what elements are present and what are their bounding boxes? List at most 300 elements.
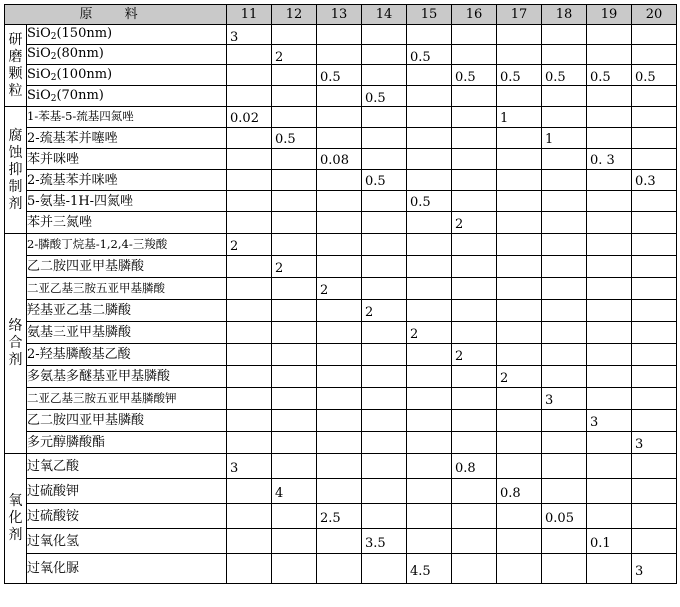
value-cell-col-11	[227, 234, 272, 256]
value-cell-col-11	[227, 65, 272, 86]
value-cell-col-11	[227, 25, 272, 45]
value-cell-col-17	[497, 300, 542, 322]
table-row	[5, 191, 677, 212]
material-name: 羟基亚乙基二膦酸	[27, 300, 227, 322]
value-cell-col-13	[317, 504, 362, 529]
value-cell-col-17	[497, 65, 542, 86]
cell-value: 4.5	[410, 563, 431, 579]
value-cell-col-19	[587, 454, 632, 479]
value-cell-col-20	[632, 300, 677, 322]
cell-value: 2	[230, 239, 239, 254]
cell-value: 2	[410, 327, 419, 342]
material-name: 二亚乙基三胺五亚甲基膦酸钾	[27, 388, 227, 410]
value-cell-col-16	[452, 170, 497, 191]
material-name	[27, 86, 227, 107]
material-name: 过硫酸钾	[27, 479, 227, 504]
value-cell-col-17	[497, 149, 542, 170]
value-cell-col-15	[407, 388, 452, 410]
value-cell-col-18	[542, 149, 587, 170]
material-name-suffix: (70nm)	[56, 87, 104, 103]
table-row	[5, 234, 677, 256]
value-cell-col-13	[317, 191, 362, 212]
value-cell-col-11	[227, 107, 272, 128]
value-cell-col-16	[452, 504, 497, 529]
category-corrosion-inhibitor	[5, 107, 27, 234]
cell-value: 2	[455, 217, 464, 232]
value-cell-col-17	[497, 410, 542, 432]
value-cell-col-15	[407, 45, 452, 65]
value-cell-col-14	[362, 322, 407, 344]
value-cell-col-15	[407, 65, 452, 86]
material-name: 多氨基多醚基亚甲基膦酸	[27, 366, 227, 388]
value-cell-col-13	[317, 479, 362, 504]
value-cell-col-15	[407, 170, 452, 191]
value-cell-col-12	[272, 300, 317, 322]
value-cell-col-18	[542, 278, 587, 300]
value-cell-col-18	[542, 212, 587, 234]
table-row	[5, 300, 677, 322]
value-cell-col-19	[587, 45, 632, 65]
value-cell-col-11	[227, 300, 272, 322]
value-cell-col-19	[587, 504, 632, 529]
category-label: 络合剂	[8, 318, 23, 368]
value-cell-col-20	[632, 344, 677, 366]
value-cell-col-14	[362, 432, 407, 454]
value-cell-col-11	[227, 432, 272, 454]
value-cell-col-16	[452, 388, 497, 410]
value-cell-col-15	[407, 344, 452, 366]
material-name	[27, 65, 227, 86]
cell-value: 0.05	[545, 511, 574, 527]
value-cell-col-19	[587, 554, 632, 584]
value-cell-col-19	[587, 410, 632, 432]
value-cell-col-14	[362, 554, 407, 584]
value-cell-col-13	[317, 234, 362, 256]
cell-value: 0.8	[455, 461, 476, 477]
value-cell-col-20	[632, 170, 677, 191]
value-cell-col-14	[362, 366, 407, 388]
category-label: 腐蚀抑制剂	[8, 127, 23, 212]
value-cell-col-17	[497, 234, 542, 256]
header-col-16: 16	[452, 5, 497, 25]
header-col-13: 13	[317, 5, 362, 25]
value-cell-col-15	[407, 322, 452, 344]
value-cell-col-14	[362, 278, 407, 300]
value-cell-col-12	[272, 86, 317, 107]
value-cell-col-12	[272, 554, 317, 584]
value-cell-col-13	[317, 529, 362, 554]
value-cell-col-11	[227, 149, 272, 170]
cell-value: 0.5	[635, 70, 656, 86]
value-cell-col-17	[497, 388, 542, 410]
category-label: 研磨颗粒	[8, 31, 23, 99]
value-cell-col-20	[632, 410, 677, 432]
material-name: 多元醇膦酸酯	[27, 432, 227, 454]
value-cell-col-12	[272, 410, 317, 432]
value-cell-col-20	[632, 504, 677, 529]
value-cell-col-14	[362, 256, 407, 278]
value-cell-col-11	[227, 504, 272, 529]
value-cell-col-19	[587, 170, 632, 191]
value-cell-col-12	[272, 212, 317, 234]
value-cell-col-14	[362, 86, 407, 107]
value-cell-col-16	[452, 554, 497, 584]
cell-value: 0.5	[320, 70, 341, 86]
value-cell-col-16	[452, 410, 497, 432]
material-name-subscript: 2	[50, 72, 57, 83]
value-cell-col-13	[317, 554, 362, 584]
value-cell-col-17	[497, 25, 542, 45]
value-cell-col-14	[362, 170, 407, 191]
header-raw-material: 原 料	[5, 5, 227, 25]
table-row	[5, 212, 677, 234]
cell-value: 3	[635, 437, 644, 452]
table-row	[5, 45, 677, 65]
value-cell-col-15	[407, 278, 452, 300]
cell-value: 0.5	[365, 174, 386, 189]
material-name: 乙二胺四亚甲基膦酸	[27, 410, 227, 432]
value-cell-col-14	[362, 388, 407, 410]
cell-value: 2	[500, 371, 509, 386]
value-cell-col-16	[452, 256, 497, 278]
value-cell-col-18	[542, 300, 587, 322]
material-name-suffix: (100nm)	[56, 66, 113, 82]
value-cell-col-16	[452, 479, 497, 504]
value-cell-col-20	[632, 45, 677, 65]
value-cell-col-14	[362, 344, 407, 366]
value-cell-col-19	[587, 234, 632, 256]
cell-value: 0.5	[545, 70, 566, 86]
category-complexing-agent	[5, 234, 27, 454]
cell-value: 0.5	[365, 91, 386, 107]
value-cell-col-15	[407, 504, 452, 529]
value-cell-col-17	[497, 128, 542, 149]
value-cell-col-11	[227, 322, 272, 344]
value-cell-col-18	[542, 191, 587, 212]
cell-value: 2	[365, 305, 374, 320]
table-row	[5, 554, 677, 584]
cell-value: 0.5	[275, 132, 296, 147]
value-cell-col-12	[272, 278, 317, 300]
value-cell-col-19	[587, 107, 632, 128]
cell-value: 0. 3	[590, 153, 615, 168]
value-cell-col-19	[587, 65, 632, 86]
category-label: 氧化剂	[8, 493, 23, 543]
table-row	[5, 504, 677, 529]
value-cell-col-13	[317, 107, 362, 128]
cell-value: 3	[230, 29, 239, 45]
value-cell-col-20	[632, 388, 677, 410]
value-cell-col-11	[227, 366, 272, 388]
value-cell-col-14	[362, 529, 407, 554]
material-name	[27, 45, 227, 65]
value-cell-col-20	[632, 479, 677, 504]
value-cell-col-13	[317, 278, 362, 300]
value-cell-col-18	[542, 432, 587, 454]
value-cell-col-18	[542, 554, 587, 584]
material-name: 2-膦酸丁烷基-1,2,4-三羧酸	[27, 234, 227, 256]
value-cell-col-19	[587, 432, 632, 454]
value-cell-col-11	[227, 454, 272, 479]
value-cell-col-19	[587, 344, 632, 366]
value-cell-col-18	[542, 256, 587, 278]
material-name: 苯并咪唑	[27, 149, 227, 170]
value-cell-col-20	[632, 212, 677, 234]
header-row	[5, 5, 677, 25]
cell-value: 3	[230, 461, 239, 477]
value-cell-col-12	[272, 432, 317, 454]
value-cell-col-13	[317, 366, 362, 388]
material-name-prefix: SiO	[27, 26, 51, 41]
value-cell-col-12	[272, 322, 317, 344]
cell-value: 0.08	[320, 153, 349, 168]
value-cell-col-16	[452, 65, 497, 86]
value-cell-col-18	[542, 107, 587, 128]
value-cell-col-14	[362, 65, 407, 86]
material-name-subscript: 2	[50, 93, 57, 104]
value-cell-col-20	[632, 149, 677, 170]
material-name: 乙二胺四亚甲基膦酸	[27, 256, 227, 278]
table-row	[5, 149, 677, 170]
value-cell-col-14	[362, 479, 407, 504]
value-cell-col-13	[317, 300, 362, 322]
value-cell-col-11	[227, 256, 272, 278]
value-cell-col-19	[587, 529, 632, 554]
value-cell-col-13	[317, 45, 362, 65]
value-cell-col-11	[227, 170, 272, 191]
value-cell-col-13	[317, 149, 362, 170]
material-name: 氨基三亚甲基膦酸	[27, 322, 227, 344]
material-name: 过硫酸铵	[27, 504, 227, 529]
table-row	[5, 410, 677, 432]
table-row	[5, 388, 677, 410]
value-cell-col-20	[632, 432, 677, 454]
value-cell-col-19	[587, 479, 632, 504]
material-name-subscript: 2	[50, 52, 57, 62]
value-cell-col-15	[407, 554, 452, 584]
table-row	[5, 107, 677, 128]
cell-value: 4	[275, 486, 284, 502]
table-row	[5, 278, 677, 300]
value-cell-col-17	[497, 107, 542, 128]
value-cell-col-19	[587, 128, 632, 149]
value-cell-col-18	[542, 479, 587, 504]
value-cell-col-11	[227, 344, 272, 366]
value-cell-col-12	[272, 256, 317, 278]
value-cell-col-18	[542, 504, 587, 529]
value-cell-col-15	[407, 432, 452, 454]
value-cell-col-15	[407, 234, 452, 256]
value-cell-col-18	[542, 454, 587, 479]
value-cell-col-11	[227, 86, 272, 107]
material-name-suffix: (150nm)	[56, 26, 113, 41]
cell-value: 3	[635, 563, 644, 579]
value-cell-col-20	[632, 554, 677, 584]
value-cell-col-20	[632, 529, 677, 554]
value-cell-col-13	[317, 454, 362, 479]
material-name: 过氧乙酸	[27, 454, 227, 479]
value-cell-col-11	[227, 45, 272, 65]
material-name-suffix: (80nm)	[56, 46, 104, 61]
value-cell-col-16	[452, 529, 497, 554]
value-cell-col-14	[362, 410, 407, 432]
value-cell-col-20	[632, 86, 677, 107]
value-cell-col-17	[497, 554, 542, 584]
header-col-14: 14	[362, 5, 407, 25]
cell-value: 0.5	[500, 70, 521, 86]
value-cell-col-14	[362, 300, 407, 322]
material-name: 苯并三氮唑	[27, 212, 227, 234]
value-cell-col-15	[407, 128, 452, 149]
material-name	[27, 25, 227, 45]
value-cell-col-16	[452, 432, 497, 454]
value-cell-col-12	[272, 454, 317, 479]
value-cell-col-19	[587, 25, 632, 45]
value-cell-col-11	[227, 128, 272, 149]
cell-value: 2	[455, 349, 464, 364]
value-cell-col-12	[272, 344, 317, 366]
value-cell-col-18	[542, 65, 587, 86]
material-name-prefix: SiO	[27, 66, 51, 82]
table-row	[5, 322, 677, 344]
value-cell-col-18	[542, 234, 587, 256]
value-cell-col-12	[272, 149, 317, 170]
value-cell-col-17	[497, 479, 542, 504]
value-cell-col-14	[362, 212, 407, 234]
material-name: 1-苯基-5-巯基四氮唑	[27, 107, 227, 128]
value-cell-col-20	[632, 256, 677, 278]
category-abrasive	[5, 25, 27, 107]
value-cell-col-17	[497, 366, 542, 388]
value-cell-col-17	[497, 170, 542, 191]
value-cell-col-15	[407, 149, 452, 170]
value-cell-col-17	[497, 256, 542, 278]
value-cell-col-16	[452, 300, 497, 322]
value-cell-col-20	[632, 366, 677, 388]
value-cell-col-16	[452, 45, 497, 65]
value-cell-col-12	[272, 479, 317, 504]
value-cell-col-18	[542, 344, 587, 366]
value-cell-col-16	[452, 149, 497, 170]
header-col-11: 11	[227, 5, 272, 25]
value-cell-col-12	[272, 366, 317, 388]
cell-value: 3.5	[365, 536, 386, 552]
header-col-20: 20	[632, 5, 677, 25]
formulation-table-sheet	[4, 4, 676, 603]
value-cell-col-11	[227, 388, 272, 410]
value-cell-col-15	[407, 366, 452, 388]
value-cell-col-12	[272, 504, 317, 529]
value-cell-col-13	[317, 432, 362, 454]
value-cell-col-15	[407, 300, 452, 322]
value-cell-col-20	[632, 107, 677, 128]
value-cell-col-13	[317, 128, 362, 149]
value-cell-col-19	[587, 366, 632, 388]
value-cell-col-11	[227, 479, 272, 504]
value-cell-col-17	[497, 212, 542, 234]
material-name: 2-巯基苯并噻唑	[27, 128, 227, 149]
value-cell-col-20	[632, 454, 677, 479]
value-cell-col-17	[497, 344, 542, 366]
table-row	[5, 128, 677, 149]
value-cell-col-15	[407, 191, 452, 212]
table-row	[5, 479, 677, 504]
material-name: 二亚乙基三胺五亚甲基膦酸	[27, 278, 227, 300]
material-name: 过氧化脲	[27, 554, 227, 584]
value-cell-col-20	[632, 128, 677, 149]
value-cell-col-17	[497, 278, 542, 300]
value-cell-col-14	[362, 128, 407, 149]
value-cell-col-12	[272, 529, 317, 554]
cell-value: 2	[275, 261, 284, 276]
value-cell-col-16	[452, 344, 497, 366]
cell-value: 0.3	[635, 174, 656, 189]
value-cell-col-18	[542, 322, 587, 344]
value-cell-col-12	[272, 170, 317, 191]
value-cell-col-18	[542, 170, 587, 191]
value-cell-col-11	[227, 529, 272, 554]
value-cell-col-18	[542, 86, 587, 107]
value-cell-col-19	[587, 212, 632, 234]
header-col-19: 19	[587, 5, 632, 25]
table-row	[5, 529, 677, 554]
table-row	[5, 65, 677, 86]
value-cell-col-15	[407, 454, 452, 479]
cell-value: 0.02	[230, 111, 259, 126]
material-name: 2-羟基膦酸基乙酸	[27, 344, 227, 366]
value-cell-col-19	[587, 388, 632, 410]
value-cell-col-15	[407, 410, 452, 432]
value-cell-col-20	[632, 278, 677, 300]
value-cell-col-17	[497, 504, 542, 529]
value-cell-col-17	[497, 432, 542, 454]
value-cell-col-16	[452, 128, 497, 149]
header-col-18: 18	[542, 5, 587, 25]
value-cell-col-14	[362, 454, 407, 479]
value-cell-col-15	[407, 107, 452, 128]
value-cell-col-11	[227, 191, 272, 212]
value-cell-col-17	[497, 191, 542, 212]
value-cell-col-15	[407, 86, 452, 107]
table-body	[5, 5, 677, 584]
value-cell-col-19	[587, 300, 632, 322]
table-row	[5, 366, 677, 388]
value-cell-col-19	[587, 149, 632, 170]
value-cell-col-17	[497, 454, 542, 479]
value-cell-col-14	[362, 107, 407, 128]
value-cell-col-16	[452, 234, 497, 256]
value-cell-col-16	[452, 454, 497, 479]
header-col-17: 17	[497, 5, 542, 25]
value-cell-col-14	[362, 234, 407, 256]
table-row	[5, 432, 677, 454]
material-name: 过氧化氢	[27, 529, 227, 554]
value-cell-col-13	[317, 410, 362, 432]
value-cell-col-14	[362, 149, 407, 170]
cell-value: 2	[275, 49, 284, 65]
cell-value: 1	[545, 132, 554, 147]
cell-value: 3	[545, 393, 554, 408]
header-col-12: 12	[272, 5, 317, 25]
value-cell-col-15	[407, 479, 452, 504]
value-cell-col-20	[632, 322, 677, 344]
value-cell-col-16	[452, 25, 497, 45]
value-cell-col-14	[362, 45, 407, 65]
value-cell-col-18	[542, 45, 587, 65]
value-cell-col-17	[497, 86, 542, 107]
cell-value: 0.5	[590, 70, 611, 86]
value-cell-col-12	[272, 107, 317, 128]
